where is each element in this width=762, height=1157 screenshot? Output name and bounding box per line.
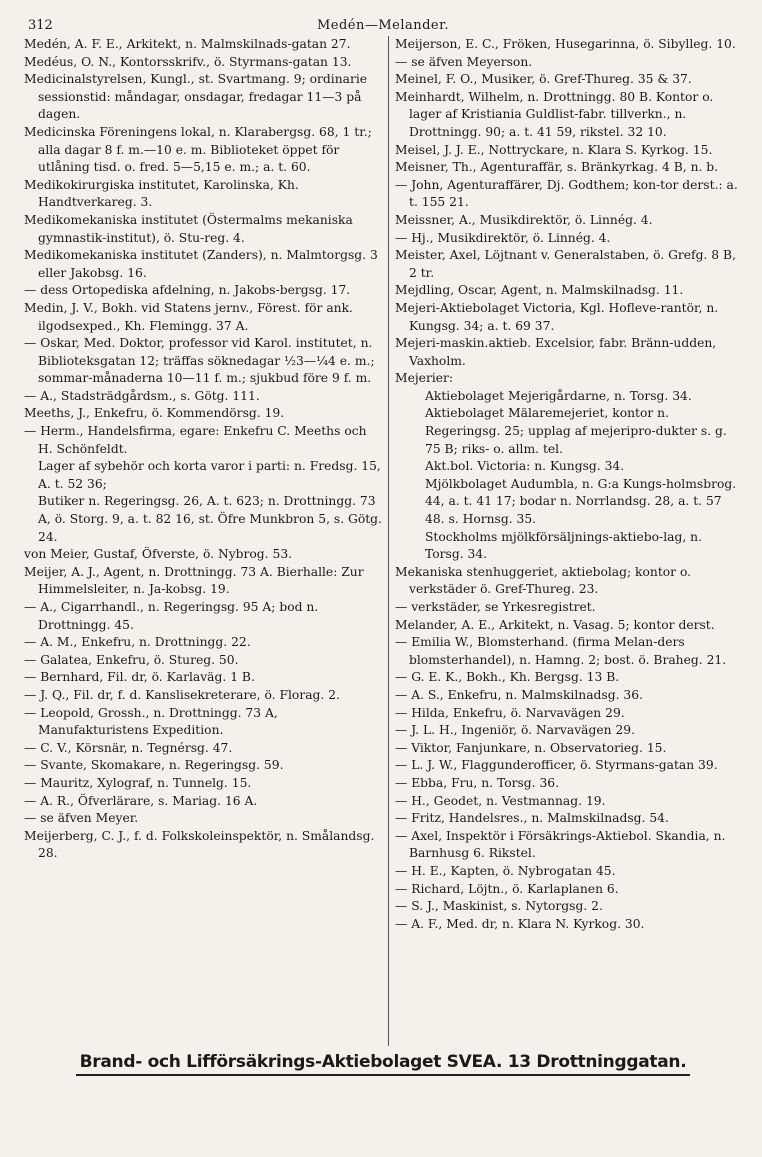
directory-entry: — J. L. H., Ingeniör, ö. Narvavägen 29.: [395, 723, 636, 738]
directory-entry: — se äfven Meyerson.: [395, 54, 533, 69]
directory-entry: Meisel, J. J. E., Nottryckare, n. Klara S. Kyrkog. 15.: [395, 142, 713, 157]
directory-entry: — A., Cigarrhandl., n. Regeringsg. 95 A; bod n. Drottningg. 45.: [24, 600, 319, 632]
left-column: [24, 36, 389, 1046]
directory-entry: Butiker n. Regeringsg. 26, A. t. 623; n. Drottningg. 73 A, ö. Storg. 9, a. t. 82 16, st. Öfre Munkbron 5, s. Götg. 24.: [38, 494, 382, 544]
directory-entry: Meissner, A., Musikdirektör, ö. Linnég. 4.: [395, 212, 653, 227]
directory-entry: — Viktor, Fanjunkare, n. Observatorieg. 15.: [395, 740, 667, 755]
directory-entry: — Mauritz, Xylograf, n. Tunnelg. 15.: [24, 775, 252, 790]
directory-entry: — S. J., Maskinist, s. Nytorgsg. 2.: [395, 899, 603, 914]
directory-entry: — Leopold, Grossh., n. Drottningg. 73 A, Manufakturistens Expedition.: [24, 705, 278, 738]
directory-entry: Medikomekaniska institutet (Zanders), n. Malmtorgsg. 3 eller Jakobsg. 16.: [24, 248, 378, 280]
directory-entry: — C. V., Körsnär, n. Tegnérsg. 47.: [24, 740, 233, 755]
directory-entry: — Ebba, Fru, n. Torsg. 36.: [395, 775, 560, 790]
directory-entry: Meinel, F. O., Musiker, ö. Gref-Thureg. 35 & 37.: [395, 72, 692, 87]
directory-entry: Aktiebolaget Mejerigårdarne, n. Torsg. 34.: [425, 388, 692, 403]
directory-entry: Medén, A. F. E., Arkitekt, n. Malmskilnads-gatan 27.: [24, 37, 351, 51]
directory-entry: Medikokirurgiska institutet, Karolinska, Kh. Handtverkareg. 3.: [24, 177, 299, 210]
directory-entry: — Axel, Inspektör i Försäkrings-Aktiebol. Skandia, n. Barnhusg 6. Rikstel.: [395, 828, 726, 861]
directory-entry: Medin, J. V., Bokh. vid Statens jernv., Förest. för ank. ilgodsexped., Kh. Flemingg. 37 A.: [24, 300, 353, 333]
directory-entry: — Hilda, Enkefru, ö. Narvavägen 29.: [395, 705, 625, 720]
directory-entry: — A. S., Enkefru, n. Malmskilnadsg. 36.: [395, 687, 643, 702]
directory-entry: Stockholms mjölkförsäljnings-aktiebo-lag, n. Torsg. 34.: [425, 529, 702, 562]
directory-entry: — A. R., Öfverlärare, s. Mariag. 16 A.: [24, 793, 258, 808]
directory-entry: von Meier, Gustaf, Öfverste, ö. Nybrog. 53.: [24, 547, 293, 562]
directory-entry: Mejerier:: [395, 371, 454, 386]
directory-entry: Mjölkbolaget Audumbla, n. G:a Kungs-holmsbrog. 44, a. t. 41 17; bodar n. Norrlandsg. 28, a. t. 57 48. s. Hornsg. 35.: [425, 476, 737, 527]
directory-entry: — A. F., Med. dr, n. Klara N. Kyrkog. 30.: [395, 916, 645, 931]
directory-entry: Aktiebolaget Mälaremejeriet, kontor n. Regeringsg. 25; upplag af mejeripro-dukter s. g. 75 B; riks- o. allm. tel.: [425, 406, 727, 456]
directory-entry: Meeths, J., Enkefru, ö. Kommendörsg. 19.: [24, 406, 285, 421]
advert-text: Brand- och Lifförsäkrings-Aktiebolaget SVEA. 13 Drottninggatan.: [76, 1052, 691, 1076]
directory-entry: Meisner, Th., Agenturaffär, s. Bränkyrkag. 4 B, n. b.: [395, 160, 719, 175]
directory-entry: — Herm., Handelsfirma, egare: Enkefru C. Meeths och H. Schönfeldt.: [24, 424, 367, 456]
directory-entry: Melander, A. E., Arkitekt, n. Vasag. 5; kontor derst.: [395, 617, 715, 632]
directory-entry: — A., Stadsträdgårdsm., s. Götg. 111.: [24, 388, 260, 403]
directory-entry: Lager af sybehör och korta varor i parti: n. Fredsg. 15, A. t. 52 36;: [38, 459, 381, 491]
directory-entry: Meinhardt, Wilhelm, n. Drottningg. 80 B. Kontor o. lager af Kristiania Guldlist-fabr. tillverkn., n. Drottningg. 90; a. t. 41 59, rikstel. 32 10.: [395, 89, 714, 139]
directory-entry: Mejeri-Aktiebolaget Victoria, Kgl. Hofleve-rantör, n. Kungsg. 34; a. t. 69 37.: [395, 300, 719, 333]
directory-entry: — A. M., Enkefru, n. Drottningg. 22.: [24, 635, 251, 650]
directory-entry: Medicinalstyrelsen, Kungl., st. Svartmang. 9; ordinarie sessionstid: måndagar, onsdagar, fredagar 11—3 på dagen.: [24, 72, 368, 122]
directory-entry: Mejdling, Oscar, Agent, n. Malmskilnadsg. 11.: [395, 283, 684, 298]
directory-entry: — Emilia W., Blomsterhand. (firma Melan-ders blomsterhandel), n. Hamng. 2; bost. ö. Braheg. 21.: [395, 635, 727, 667]
directory-entry: — John, Agenturaffärer, Dj. Godthem; kon-tor derst.: a. t. 155 21.: [395, 177, 738, 210]
directory-entry: Medéus, O. N., Kontorsskrifv., ö. Styrmans-gatan 13.: [24, 54, 352, 69]
directory-entry: — Bernhard, Fil. dr, ö. Karlaväg. 1 B.: [24, 670, 255, 685]
directory-entry: — Richard, Löjtn., ö. Karlaplanen 6.: [395, 881, 619, 896]
directory-entry: — Galatea, Enkefru, ö. Stureg. 50.: [24, 652, 239, 667]
directory-entry: Meijerberg, C. J., f. d. Folkskoleinspektör, n. Smålandsg. 28.: [24, 828, 375, 861]
directory-entry: — dess Ortopediska afdelning, n. Jakobs-bergsg. 17.: [24, 283, 351, 298]
directory-entry: — J. Q., Fil. dr, f. d. Kanslisekreterare, ö. Florag. 2.: [24, 687, 340, 702]
directory-entry: — verkstäder, se Yrkesregistret.: [395, 600, 596, 614]
directory-entry: Akt.bol. Victoria: n. Kungsg. 34.: [425, 459, 625, 474]
right-column: [389, 36, 742, 1046]
directory-entry: — Fritz, Handelsres., n. Malmskilnadsg. 54.: [395, 811, 669, 826]
page-number: 312: [28, 18, 53, 33]
directory-entry: Meister, Axel, Löjtnant v. Generalstaben, ö. Grefg. 8 B, 2 tr.: [395, 248, 736, 280]
directory-entry: — H., Geodet, n. Vestmannag. 19.: [395, 793, 606, 808]
directory-entry: Mejeri-maskin.aktieb. Excelsior, fabr. Bränn-udden, Vaxholm.: [395, 336, 717, 368]
directory-entry: Meijerson, E. C., Fröken, Husegarinna, ö. Sibylleg. 10.: [395, 37, 736, 51]
running-title: Medén—Melander.: [316, 18, 450, 33]
directory-entry: Meijer, A. J., Agent, n. Drottningg. 73 A. Bierhalle: Zur Himmelsleiter, n. Ja-kobsg. 19.: [24, 564, 364, 597]
footer-advert: [24, 1052, 742, 1072]
directory-entry: — Svante, Skomakare, n. Regeringsg. 59.: [24, 758, 284, 773]
directory-entry: — G. E. K., Bokh., Kh. Bergsg. 13 B.: [395, 670, 620, 685]
directory-entry: — H. E., Kapten, ö. Nybrogatan 45.: [395, 863, 616, 878]
directory-entry: Medicinska Föreningens lokal, n. Klarabergsg. 68, 1 tr.; alla dagar 8 f. m.—10 e. m. Biblioteket öppet för utlåning tisd. o. fred. 5—5,15 e. m.; a. t. 60.: [24, 124, 372, 175]
directory-entry: — Oskar, Med. Doktor, professor vid Karol. institutet, n. Biblioteksgatan 12; träffas söknedagar ½3—¼4 e. m.; sommar-månaderna 10—11 f. m.; sjukbud före 9 f. m.: [24, 336, 375, 386]
directory-entry: Mekaniska stenhuggeriet, aktiebolag; kontor o. verkstäder ö. Gref-Thureg. 23.: [395, 564, 692, 597]
directory-entry: Medikomekaniska institutet (Östermalms mekaniska gymnastik-institut), ö. Stu-reg. 4.: [24, 212, 353, 245]
directory-entry: — Hj., Musikdirektör, ö. Linnég. 4.: [395, 230, 611, 245]
directory-entry: — L. J. W., Flaggunderofficer, ö. Styrmans-gatan 39.: [395, 758, 718, 773]
page-header: [24, 14, 742, 36]
columns: [24, 36, 742, 1046]
directory-entry: — se äfven Meyer.: [24, 811, 139, 826]
